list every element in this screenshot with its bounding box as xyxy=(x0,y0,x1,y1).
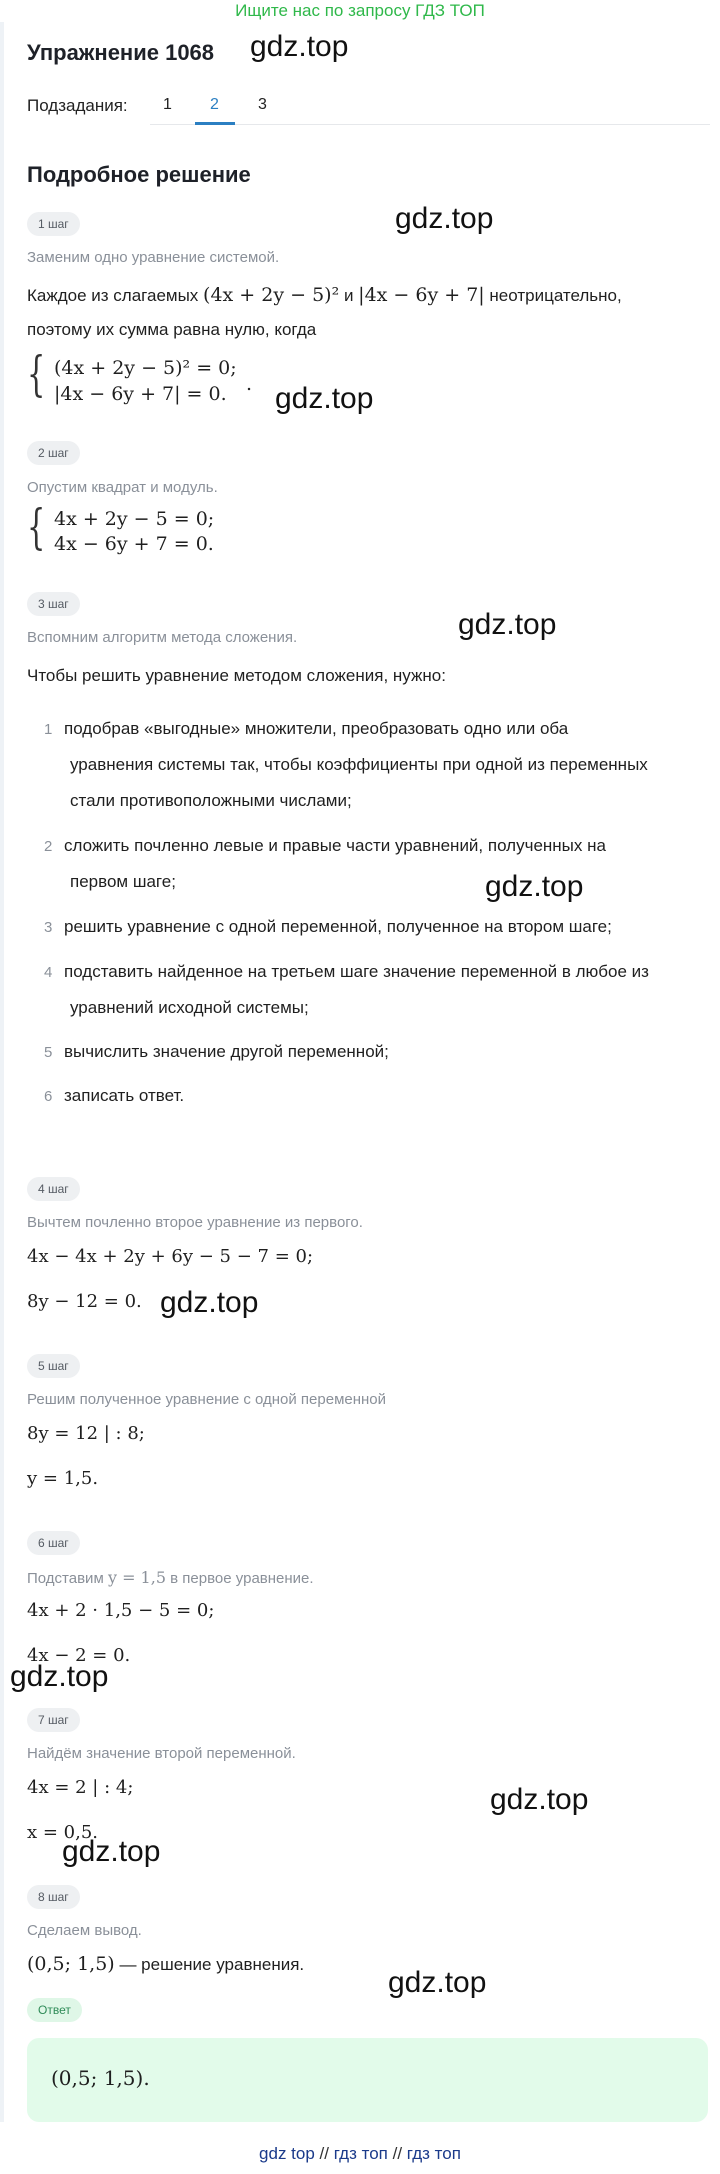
math-expression: y = 1,5 xyxy=(107,1568,166,1587)
math-expression: |4x − 6y + 7| xyxy=(358,284,485,306)
watermark: gdz.top xyxy=(458,608,557,641)
answer-box xyxy=(27,2038,708,2122)
list-item xyxy=(64,909,704,945)
step-badge: 7 шаг xyxy=(27,1708,80,1732)
list-line: вычислить значение другой переменной; xyxy=(64,1042,389,1061)
step-hint xyxy=(27,1568,314,1587)
step-hint: Сделаем вывод. xyxy=(27,1922,142,1939)
list-line: подставить найденное на третьем шаге значение переменной в любое из xyxy=(64,962,649,981)
list-line: подобрав «выгодные» множители, преобразовать одно или оба xyxy=(64,719,569,738)
step-hint: Заменим одно уравнение системой. xyxy=(27,249,280,266)
watermark: gdz.top xyxy=(10,1660,109,1693)
search-hint-banner: Ищите нас по запросу ГДЗ ТОП xyxy=(235,1,485,20)
list-number: 5 xyxy=(44,1044,53,1061)
list-line: записать ответ. xyxy=(64,1086,185,1105)
system-equation: |4x − 6y + 7| = 0. xyxy=(54,383,227,405)
watermark: gdz.top xyxy=(160,1286,259,1319)
math-expression: (4x + 2y − 5)² xyxy=(203,284,340,306)
section-title: Подробное решение xyxy=(27,162,251,187)
step-badge: 6 шаг xyxy=(27,1531,80,1555)
list-line: уравнения системы так, чтобы коэффициенты при одной из переменных xyxy=(70,755,648,774)
text-fragment: Подставим xyxy=(27,1570,104,1587)
step-text: Чтобы решить уравнение методом сложения, нужно: xyxy=(27,666,446,685)
step-badge: 1 шаг xyxy=(27,212,80,236)
step-badge: 2 шаг xyxy=(27,441,80,465)
math-expression: (0,5; 1,5) xyxy=(27,1953,115,1975)
footer-links xyxy=(0,2144,720,2164)
equation: 8y − 12 = 0. xyxy=(27,1291,142,1312)
footer-link[interactable]: гдз топ xyxy=(333,2144,388,2163)
watermark: gdz.top xyxy=(250,30,349,63)
equation: 4x − 4x + 2y + 6y − 5 − 7 = 0; xyxy=(27,1246,314,1267)
list-number: 6 xyxy=(44,1088,53,1105)
system-brace: { xyxy=(27,499,46,555)
step-text xyxy=(27,284,622,306)
answer-value: (0,5; 1,5). xyxy=(51,2066,150,2090)
system-brace: { xyxy=(27,346,46,402)
watermark: gdz.top xyxy=(490,1783,589,1816)
step-hint: Вспомним алгоритм метода сложения. xyxy=(27,629,298,646)
answer-badge: Ответ xyxy=(27,1998,82,2022)
subtasks-label: Подзадания: xyxy=(27,96,128,115)
step-hint: Вычтем почленно второе уравнение из первого. xyxy=(27,1214,363,1231)
subtask-tab-1[interactable]: 1 xyxy=(163,96,172,113)
text-fragment: в первое уравнение. xyxy=(170,1570,314,1587)
step-badge: 8 шаг xyxy=(27,1885,80,1909)
list-number: 2 xyxy=(44,838,53,855)
system-dot: . xyxy=(246,373,253,395)
list-line: уравнений исходной системы; xyxy=(70,998,309,1017)
text-fragment: Каждое из слагаемых xyxy=(27,286,199,305)
list-number: 4 xyxy=(44,964,53,981)
equation: 8y = 12 | : 8; xyxy=(27,1423,145,1444)
step-hint: Опустим квадрат и модуль. xyxy=(27,479,218,496)
list-line: стали противоположными числами; xyxy=(70,791,352,810)
watermark: gdz.top xyxy=(62,1835,161,1868)
equation: x = 0,5. xyxy=(27,1822,99,1843)
watermark: gdz.top xyxy=(275,382,374,415)
list-line: решить уравнение с одной переменной, полученное на втором шаге; xyxy=(64,917,612,936)
list-number: 1 xyxy=(44,721,53,738)
list-line: первом шаге; xyxy=(70,872,176,891)
footer-link[interactable]: гдз топ xyxy=(406,2144,461,2163)
list-item xyxy=(64,828,704,900)
list-item xyxy=(64,1034,704,1070)
page-title: Упражнение 1068 xyxy=(27,40,215,65)
system-equation: 4x + 2y − 5 = 0; xyxy=(54,508,215,530)
step-badge: 3 шаг xyxy=(27,592,80,616)
subtask-tab-2[interactable]: 2 xyxy=(210,96,219,113)
text-fragment: и xyxy=(343,286,354,305)
step-text: поэтому их сумма равна нулю, когда xyxy=(27,320,317,339)
list-line: сложить почленно левые и правые части уравнений, полученных на xyxy=(64,836,606,855)
step-badge: 4 шаг xyxy=(27,1177,80,1201)
equation: 4x = 2 | : 4; xyxy=(27,1777,134,1798)
left-edge-strip xyxy=(0,22,4,2122)
watermark: gdz.top xyxy=(388,1966,487,1999)
equation: y = 1,5. xyxy=(27,1468,99,1489)
list-item xyxy=(64,1078,704,1114)
list-item xyxy=(64,711,704,819)
conclusion-text xyxy=(27,1953,304,1975)
text-fragment: неотрицательно, xyxy=(489,286,622,305)
step-hint: Решим полученное уравнение с одной переменной xyxy=(27,1391,387,1408)
watermark: gdz.top xyxy=(485,870,584,903)
subtask-tab-3[interactable]: 3 xyxy=(258,96,267,113)
watermark: gdz.top xyxy=(395,202,494,235)
system-equation: 4x − 6y + 7 = 0. xyxy=(54,533,214,555)
footer-separator: // xyxy=(319,2144,329,2163)
equation: 4x + 2 · 1,5 − 5 = 0; xyxy=(27,1600,215,1621)
system-equation: (4x + 2y − 5)² = 0; xyxy=(54,357,237,379)
equation: 4x − 2 = 0. xyxy=(27,1645,131,1666)
footer-separator: // xyxy=(392,2144,403,2163)
footer-link[interactable]: gdz top xyxy=(259,2144,315,2163)
list-number: 3 xyxy=(44,919,53,936)
step-hint: Найдём значение второй переменной. xyxy=(27,1745,296,1762)
step-badge: 5 шаг xyxy=(27,1354,80,1378)
text-fragment: — решение уравнения. xyxy=(119,1955,305,1974)
active-tab-indicator xyxy=(195,122,235,125)
list-item xyxy=(64,954,704,1026)
